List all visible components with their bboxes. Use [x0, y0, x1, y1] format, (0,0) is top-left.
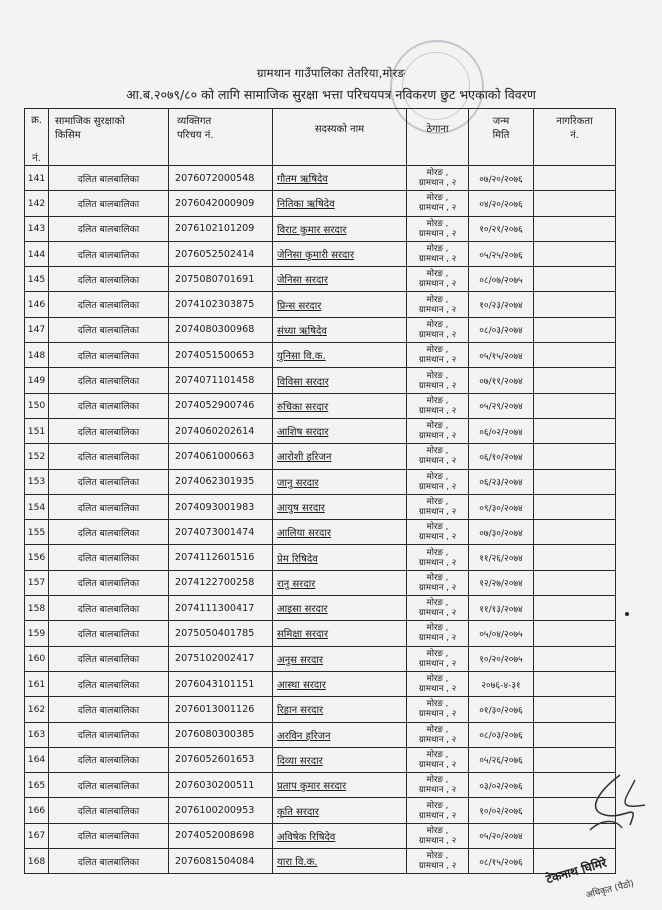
dob-cell: ०३/०२/२०७६: [469, 773, 534, 798]
personal-id-cell: 2076080300385: [169, 722, 273, 747]
address-cell: मोरङ , ग्रामथान , २: [407, 469, 469, 494]
personal-id-cell: 2075102002417: [169, 646, 273, 671]
dob-cell: ०५/२५/२०७६: [469, 241, 534, 266]
citizenship-cell: [534, 469, 616, 494]
dob-cell: ०५/१५/२०७४: [469, 343, 534, 368]
address-cell: मोरङ , ग्रामथान , २: [407, 545, 469, 570]
dob-cell: ०८/०३/२०७६: [469, 722, 534, 747]
dob-cell: ०४/२०/२०७६: [469, 191, 534, 216]
citizenship-cell: [534, 545, 616, 570]
type-cell: दलित बालबालिका: [49, 646, 169, 671]
type-cell: दलित बालबालिका: [49, 520, 169, 545]
header-serial: क्र. नं.: [25, 109, 49, 166]
dob-cell: ०९/३०/२०७४: [469, 494, 534, 519]
citizenship-cell: [534, 596, 616, 621]
citizenship-cell: [534, 671, 616, 696]
serial-cell: 166: [25, 798, 49, 823]
table-row: [25, 823, 616, 848]
member-name-cell: विविसा सरदार: [273, 368, 407, 393]
serial-cell: 149: [25, 368, 49, 393]
citizenship-cell: [534, 216, 616, 241]
document-subtitle: आ.ब.२०७९/८० को लागि सामाजिक सुरक्षा भत्ता परिचयपत्र नविकरण छुट भएकाको विवरण: [126, 87, 536, 102]
personal-id-cell: 2076072000548: [169, 166, 273, 191]
serial-cell: 167: [25, 823, 49, 848]
member-name-cell: अनुस सरदार: [273, 646, 407, 671]
member-name-cell: जेनिसा कुमारी सरदार: [273, 241, 407, 266]
member-name-cell: रानु सरदार: [273, 570, 407, 595]
table-row: [25, 697, 616, 722]
serial-cell: 160: [25, 646, 49, 671]
member-name-cell: विराट कुमार सरदार: [273, 216, 407, 241]
table-row: [25, 241, 616, 266]
dob-cell: ०६/१०/२०७४: [469, 444, 534, 469]
member-name-cell: रिहान सरदार: [273, 697, 407, 722]
serial-cell: 168: [25, 849, 49, 874]
address-cell: मोरङ , ग्रामथान , २: [407, 722, 469, 747]
dob-cell: ०५/०४/२०७५: [469, 621, 534, 646]
serial-cell: 154: [25, 494, 49, 519]
member-name-cell: दिव्या सरदार: [273, 747, 407, 772]
member-name-cell: यारा वि.क.: [273, 849, 407, 874]
serial-cell: 153: [25, 469, 49, 494]
type-cell: दलित बालबालिका: [49, 444, 169, 469]
citizenship-cell: [534, 317, 616, 342]
signature: [560, 770, 650, 900]
personal-id-cell: 2074112601516: [169, 545, 273, 570]
personal-id-cell: 2074102303875: [169, 292, 273, 317]
address-cell: मोरङ , ग्रामथान , २: [407, 216, 469, 241]
address-cell: मोरङ , ग्रामथान , २: [407, 520, 469, 545]
type-cell: दलित बालबालिका: [49, 494, 169, 519]
citizenship-cell: [534, 241, 616, 266]
personal-id-cell: 2074061000663: [169, 444, 273, 469]
dob-cell: ०८/१५/२०७६: [469, 849, 534, 874]
serial-cell: 159: [25, 621, 49, 646]
address-cell: मोरङ , ग्रामथान , २: [407, 596, 469, 621]
personal-id-cell: 2076030200511: [169, 773, 273, 798]
serial-cell: 163: [25, 722, 49, 747]
personal-id-cell: 2076102101209: [169, 216, 273, 241]
table-row: [25, 849, 616, 874]
personal-id-cell: 2074080300968: [169, 317, 273, 342]
member-name-cell: नितिका ऋषिदेव: [273, 191, 407, 216]
table-row: [25, 469, 616, 494]
dob-cell: ११/२६/२०७४: [469, 545, 534, 570]
member-name-cell: प्रेम रिषिदेव: [273, 545, 407, 570]
member-name-cell: युनिसा वि.क.: [273, 343, 407, 368]
serial-cell: 165: [25, 773, 49, 798]
dob-cell: ०६/२३/२०७४: [469, 469, 534, 494]
personal-id-cell: 2076013001126: [169, 697, 273, 722]
type-cell: दलित बालबालिका: [49, 166, 169, 191]
personal-id-cell: 2075050401785: [169, 621, 273, 646]
table-row: [25, 570, 616, 595]
dob-cell: ०५/२९/२०७४: [469, 393, 534, 418]
table-row: [25, 798, 616, 823]
header-social-security-type: सामाजिक सुरक्षाको किसिम: [49, 109, 169, 166]
address-cell: मोरङ , ग्रामथान , २: [407, 849, 469, 874]
address-cell: मोरङ , ग्रामथान , २: [407, 292, 469, 317]
member-name-cell: समिक्षा सरदार: [273, 621, 407, 646]
citizenship-cell: [534, 368, 616, 393]
dob-cell: १०/२३/२०७४: [469, 292, 534, 317]
citizenship-cell: [534, 494, 616, 519]
personal-id-cell: 2074060202614: [169, 418, 273, 443]
serial-cell: 155: [25, 520, 49, 545]
type-cell: दलित बालबालिका: [49, 747, 169, 772]
address-cell: मोरङ , ग्रामथान , २: [407, 241, 469, 266]
table-row: [25, 191, 616, 216]
dob-cell: ०७/३०/२०७४: [469, 520, 534, 545]
beneficiary-table: [24, 108, 616, 874]
personal-id-cell: 2075080701691: [169, 267, 273, 292]
address-cell: मोरङ , ग्रामथान , २: [407, 368, 469, 393]
member-name-cell: अविषेक रिषिदेव: [273, 823, 407, 848]
dob-cell: ०७/२०/२०७६: [469, 166, 534, 191]
citizenship-cell: [534, 267, 616, 292]
serial-cell: 144: [25, 241, 49, 266]
dob-cell: ०५/२६/२०७६: [469, 747, 534, 772]
citizenship-cell: [534, 621, 616, 646]
address-cell: मोरङ , ग्रामथान , २: [407, 773, 469, 798]
serial-cell: 148: [25, 343, 49, 368]
personal-id-cell: 2076052601653: [169, 747, 273, 772]
table-row: [25, 621, 616, 646]
type-cell: दलित बालबालिका: [49, 393, 169, 418]
member-name-cell: संध्या ऋषिदेव: [273, 317, 407, 342]
table-row: [25, 596, 616, 621]
table-row: [25, 166, 616, 191]
address-cell: मोरङ , ग्रामथान , २: [407, 444, 469, 469]
table-row: [25, 520, 616, 545]
personal-id-cell: 2074073001474: [169, 520, 273, 545]
citizenship-cell: [534, 393, 616, 418]
personal-id-cell: 2074093001983: [169, 494, 273, 519]
serial-cell: 146: [25, 292, 49, 317]
serial-cell: 157: [25, 570, 49, 595]
personal-id-cell: 2074122700258: [169, 570, 273, 595]
type-cell: दलित बालबालिका: [49, 697, 169, 722]
personal-id-cell: 2076043101151: [169, 671, 273, 696]
citizenship-cell: [534, 444, 616, 469]
member-name-cell: आस्था सरदार: [273, 671, 407, 696]
header-citizenship-number: नागरिकता नं.: [534, 109, 616, 166]
personal-id-cell: 2076100200953: [169, 798, 273, 823]
address-cell: मोरङ , ग्रामथान , २: [407, 646, 469, 671]
dob-cell: १२/२७/२०७४: [469, 570, 534, 595]
member-name-cell: आयुष सरदार: [273, 494, 407, 519]
dob-cell: ०७/११/२०७४: [469, 368, 534, 393]
header-address: ठेगाना: [407, 109, 469, 166]
type-cell: दलित बालबालिका: [49, 241, 169, 266]
citizenship-cell: [534, 418, 616, 443]
dob-cell: १०/०२/२०७६: [469, 798, 534, 823]
member-name-cell: अरविन हरिजन: [273, 722, 407, 747]
member-name-cell: जानु सरदार: [273, 469, 407, 494]
table-row: [25, 494, 616, 519]
serial-cell: 156: [25, 545, 49, 570]
serial-cell: 158: [25, 596, 49, 621]
table-row: [25, 368, 616, 393]
personal-id-cell: 2076081504084: [169, 849, 273, 874]
type-cell: दलित बालबालिका: [49, 671, 169, 696]
citizenship-cell: [534, 747, 616, 772]
table-row: [25, 671, 616, 696]
serial-cell: 151: [25, 418, 49, 443]
citizenship-cell: [534, 570, 616, 595]
address-cell: मोरङ , ग्रामथान , २: [407, 798, 469, 823]
dob-cell: १०/२०/२०७५: [469, 646, 534, 671]
table-row: [25, 393, 616, 418]
table-row: [25, 418, 616, 443]
type-cell: दलित बालबालिका: [49, 216, 169, 241]
address-cell: मोरङ , ग्रामथान , २: [407, 267, 469, 292]
member-name-cell: रुचिका सरदार: [273, 393, 407, 418]
personal-id-cell: 2074052008698: [169, 823, 273, 848]
serial-cell: 164: [25, 747, 49, 772]
address-cell: मोरङ , ग्रामथान , २: [407, 671, 469, 696]
type-cell: दलित बालबालिका: [49, 545, 169, 570]
type-cell: दलित बालबालिका: [49, 596, 169, 621]
table-row: [25, 545, 616, 570]
dob-cell: ०६/०२/२०७४: [469, 418, 534, 443]
address-cell: मोरङ , ग्रामथान , २: [407, 418, 469, 443]
member-name-cell: कृति सरदार: [273, 798, 407, 823]
citizenship-cell: [534, 166, 616, 191]
header-member-name: सदस्यको नाम: [273, 109, 407, 166]
member-name-cell: आइसा सरदार: [273, 596, 407, 621]
serial-cell: 141: [25, 166, 49, 191]
citizenship-cell: [534, 646, 616, 671]
personal-id-cell: 2074062301935: [169, 469, 273, 494]
address-cell: मोरङ , ग्रामथान , २: [407, 393, 469, 418]
type-cell: दलित बालबालिका: [49, 343, 169, 368]
member-name-cell: जेनिसा सरदार: [273, 267, 407, 292]
address-cell: मोरङ , ग्रामथान , २: [407, 621, 469, 646]
type-cell: दलित बालबालिका: [49, 722, 169, 747]
table-row: [25, 267, 616, 292]
serial-cell: 161: [25, 671, 49, 696]
address-cell: मोरङ , ग्रामथान , २: [407, 191, 469, 216]
dob-cell: २०७६-४-३१: [469, 671, 534, 696]
type-cell: दलित बालबालिका: [49, 292, 169, 317]
citizenship-cell: [534, 191, 616, 216]
table-row: [25, 343, 616, 368]
citizenship-cell: [534, 520, 616, 545]
table-row: [25, 773, 616, 798]
address-cell: मोरङ , ग्रामथान , २: [407, 823, 469, 848]
serial-cell: 142: [25, 191, 49, 216]
type-cell: दलित बालबालिका: [49, 368, 169, 393]
table-row: [25, 747, 616, 772]
table-row: [25, 646, 616, 671]
table-row: [25, 292, 616, 317]
type-cell: दलित बालबालिका: [49, 418, 169, 443]
type-cell: दलित बालबालिका: [49, 798, 169, 823]
serial-cell: 145: [25, 267, 49, 292]
table-row: [25, 444, 616, 469]
serial-cell: 152: [25, 444, 49, 469]
member-name-cell: आशिष सरदार: [273, 418, 407, 443]
type-cell: दलित बालबालिका: [49, 849, 169, 874]
table-header-row: [25, 109, 616, 166]
type-cell: दलित बालबालिका: [49, 570, 169, 595]
type-cell: दलित बालबालिका: [49, 823, 169, 848]
address-cell: मोरङ , ग्रामथान , २: [407, 697, 469, 722]
type-cell: दलित बालबालिका: [49, 469, 169, 494]
personal-id-cell: 2074052900746: [169, 393, 273, 418]
table-body: [25, 166, 616, 874]
member-name-cell: गौतम ऋषिदेव: [273, 166, 407, 191]
municipality-title: ग्रामथान गाउँपालिका तेतरिया,मोरङ: [257, 66, 405, 80]
dob-cell: ०८/०३/२०७४: [469, 317, 534, 342]
personal-id-cell: 2076052502414: [169, 241, 273, 266]
dob-cell: ०८/०७/२०७५: [469, 267, 534, 292]
personal-id-cell: 2074071101458: [169, 368, 273, 393]
dob-cell: ०१/३०/२०७६: [469, 697, 534, 722]
personal-id-cell: 2076042000909: [169, 191, 273, 216]
type-cell: दलित बालबालिका: [49, 267, 169, 292]
address-cell: मोरङ , ग्रामथान , २: [407, 317, 469, 342]
address-cell: मोरङ , ग्रामथान , २: [407, 747, 469, 772]
table-row: [25, 216, 616, 241]
type-cell: दलित बालबालिका: [49, 191, 169, 216]
citizenship-cell: [534, 697, 616, 722]
serial-cell: 147: [25, 317, 49, 342]
ink-dot: [625, 612, 629, 616]
header-personal-id: व्यक्तिगत परिचय नं.: [169, 109, 273, 166]
serial-cell: 143: [25, 216, 49, 241]
address-cell: मोरङ , ग्रामथान , २: [407, 343, 469, 368]
address-cell: मोरङ , ग्रामथान , २: [407, 494, 469, 519]
personal-id-cell: 2074111300417: [169, 596, 273, 621]
dob-cell: ११/१३/२०७४: [469, 596, 534, 621]
citizenship-cell: [534, 292, 616, 317]
table-row: [25, 317, 616, 342]
type-cell: दलित बालबालिका: [49, 317, 169, 342]
signature-name: टेकनाथ घिमिरे: [544, 855, 609, 887]
member-name-cell: आलिया सरदार: [273, 520, 407, 545]
member-name-cell: प्रताप कुमार सरदार: [273, 773, 407, 798]
signature-caption: अधिकृत (पैठो): [584, 879, 636, 901]
table-row: [25, 722, 616, 747]
personal-id-cell: 2074051500653: [169, 343, 273, 368]
type-cell: दलित बालबालिका: [49, 621, 169, 646]
member-name-cell: प्रिन्स सरदार: [273, 292, 407, 317]
address-cell: मोरङ , ग्रामथान , २: [407, 166, 469, 191]
citizenship-cell: [534, 343, 616, 368]
member-name-cell: आरोशी हरिजन: [273, 444, 407, 469]
serial-cell: 150: [25, 393, 49, 418]
serial-cell: 162: [25, 697, 49, 722]
address-cell: मोरङ , ग्रामथान , २: [407, 570, 469, 595]
header-date-of-birth: जन्म मिति: [469, 109, 534, 166]
citizenship-cell: [534, 722, 616, 747]
type-cell: दलित बालबालिका: [49, 773, 169, 798]
dob-cell: १०/२१/२०७६: [469, 216, 534, 241]
dob-cell: ०५/२०/२०७४: [469, 823, 534, 848]
